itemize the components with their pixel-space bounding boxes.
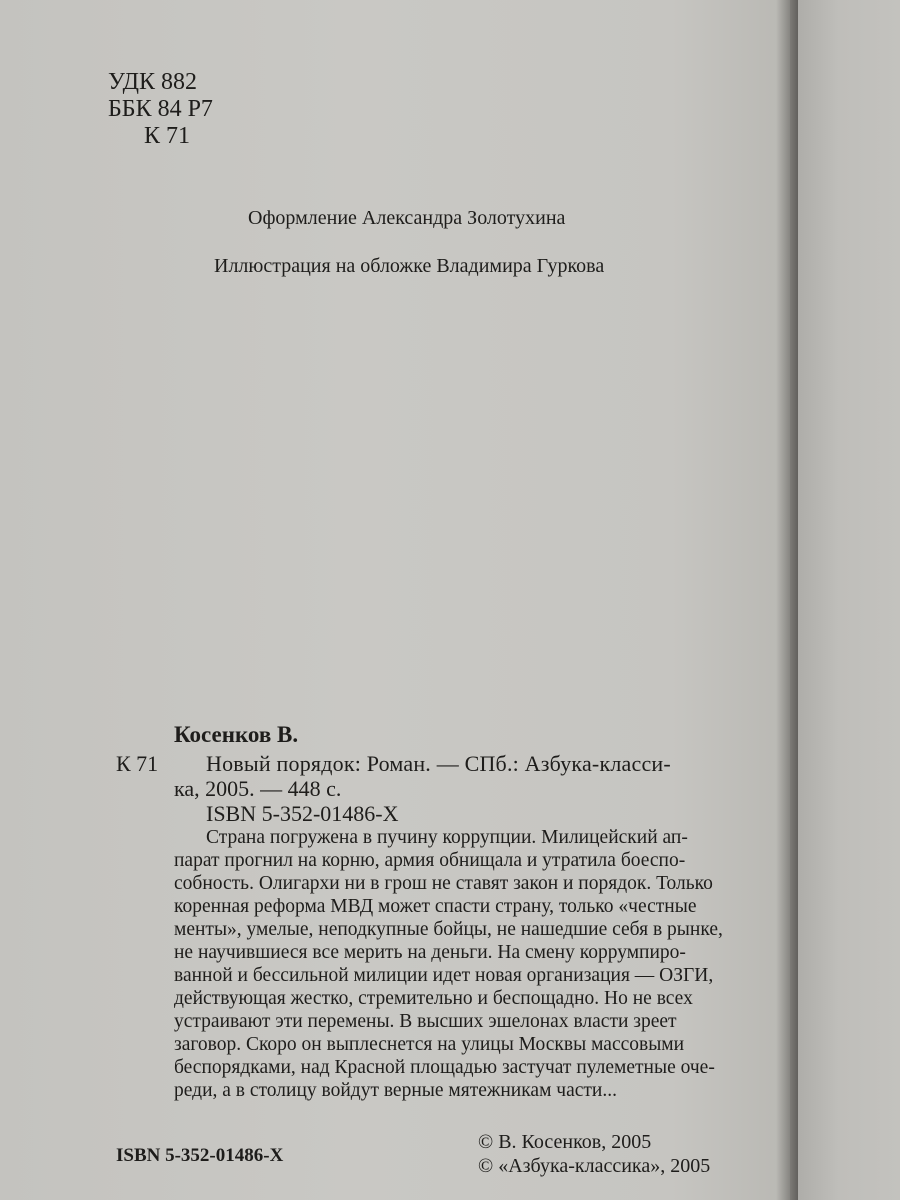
annotation-line: собность. Олигархи ни в грош не ставят закон и порядок. Только bbox=[174, 873, 713, 894]
annotation-line: ванной и бессильной милиции идет новая организация — ОЗГИ, bbox=[174, 965, 714, 986]
bbk-code: ББК 84 Р7 bbox=[108, 96, 213, 122]
annotation-line: не научившиеся все мерить на деньги. На смену коррумпиро- bbox=[174, 942, 686, 963]
annotation-line: менты», умелые, неподкупные бойцы, не нашедшие себя в рынке, bbox=[174, 919, 723, 940]
footer-isbn: ISBN 5-352-01486-X bbox=[116, 1145, 284, 1166]
design-credit: Оформление Александра Золотухина bbox=[248, 207, 566, 229]
entry-author: Косенков В. bbox=[174, 722, 299, 747]
annotation-line: беспорядками, над Красной площадью застучат пулеметные оче- bbox=[174, 1057, 715, 1078]
page-gutter-shadow bbox=[776, 0, 798, 1200]
bibliographic-line-1: Новый порядок: Роман. — СПб.: Азбука-класси- bbox=[206, 751, 671, 776]
copyright-publisher: © «Азбука-классика», 2005 bbox=[478, 1155, 711, 1177]
annotation-line: Страна погружена в пучину коррупции. Милицейский ап- bbox=[206, 827, 688, 848]
annotation-line: реди, а в столицу войдут верные мятежникам части... bbox=[174, 1080, 617, 1101]
author-mark-code: К 71 bbox=[144, 123, 191, 149]
annotation-line: действующая жестко, стремительно и беспощадно. Но не всех bbox=[174, 988, 693, 1009]
annotation-line: устраивают эти перемены. В высших эшелонах власти зреет bbox=[174, 1011, 677, 1032]
entry-isbn: ISBN 5-352-01486-X bbox=[206, 801, 399, 826]
udk-code: УДК 882 bbox=[108, 69, 197, 95]
illustration-credit: Иллюстрация на обложке Владимира Гуркова bbox=[214, 255, 605, 277]
annotation-line: парат прогнил на корню, армия обнищала и утратила боеспо- bbox=[174, 850, 686, 871]
entry-code: К 71 bbox=[116, 751, 159, 776]
adjacent-page-edge bbox=[798, 0, 900, 1200]
annotation-line: коренная реформа МВД может спасти страну, только «честные bbox=[174, 896, 697, 917]
annotation-line: заговор. Скоро он выплеснется на улицы Москвы массовыми bbox=[174, 1034, 685, 1055]
bibliographic-line-2: ка, 2005. — 448 с. bbox=[174, 776, 342, 801]
copyright-author: © В. Косенков, 2005 bbox=[478, 1131, 652, 1153]
